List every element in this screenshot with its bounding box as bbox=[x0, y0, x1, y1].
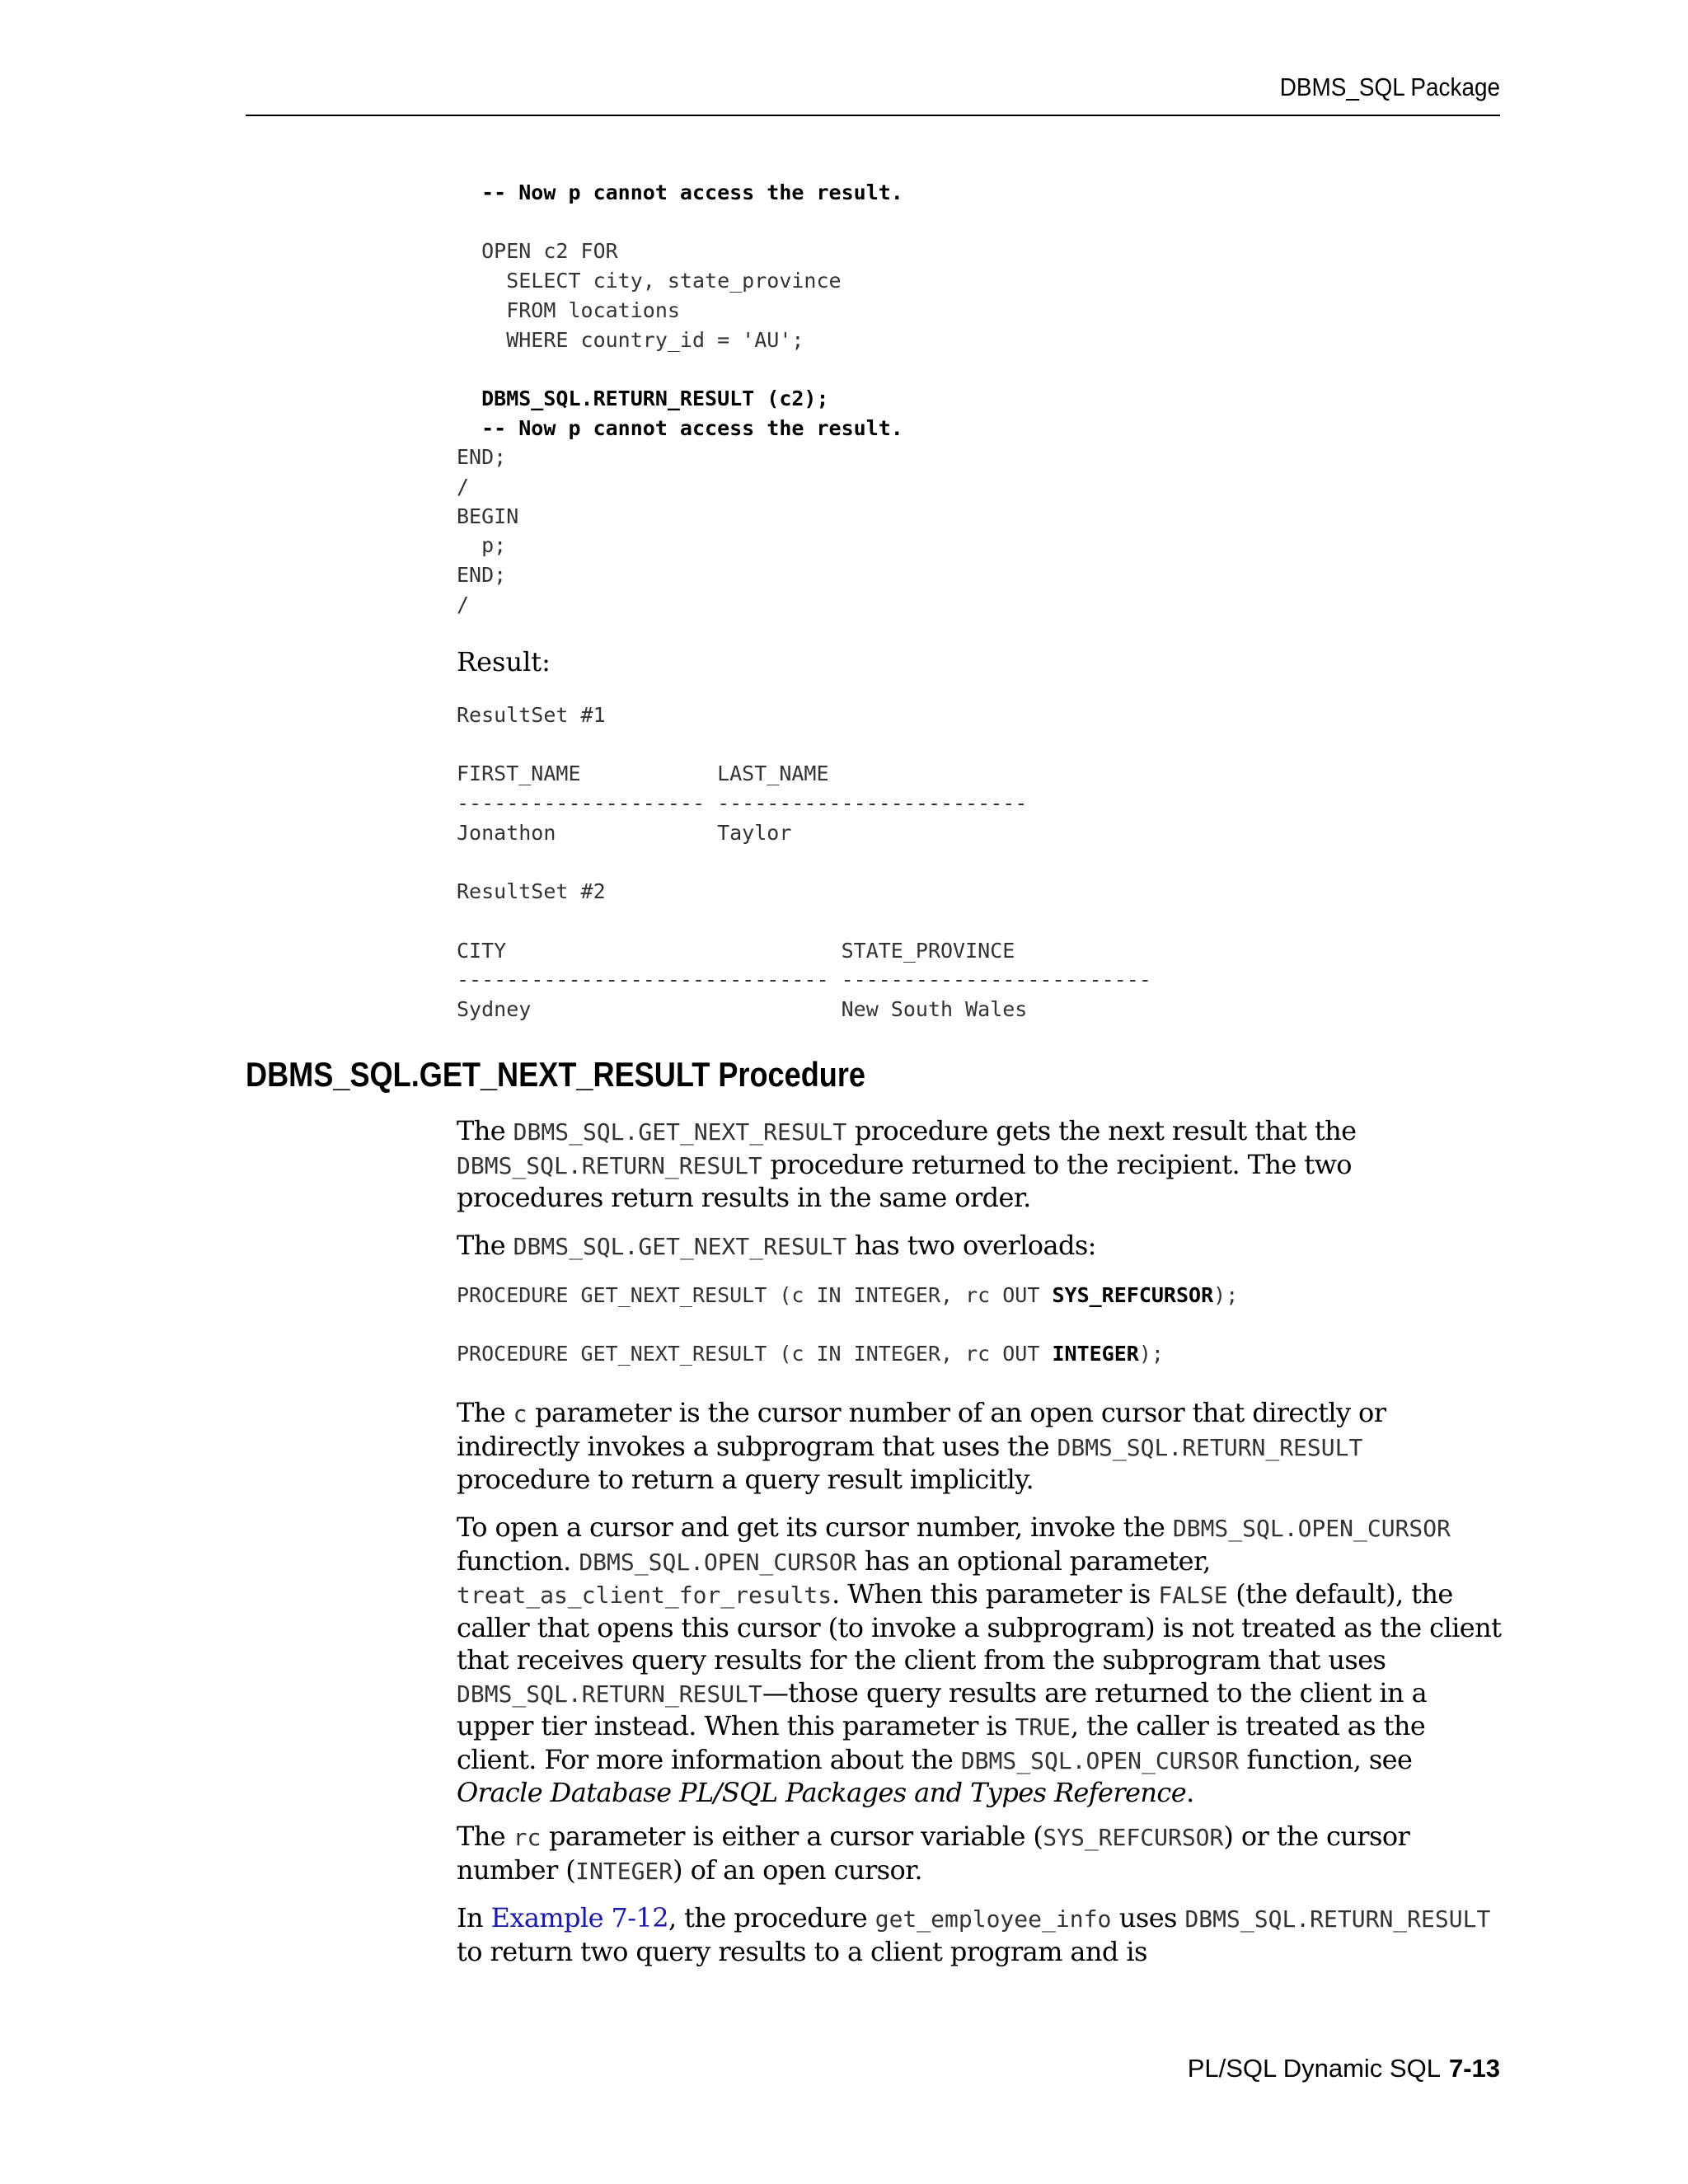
paragraph-c-parameter bbox=[457, 1397, 1503, 1497]
text: function. bbox=[457, 1544, 579, 1577]
code-text: ); bbox=[1138, 1342, 1164, 1366]
code-return-result-call: DBMS_SQL.RETURN_RESULT (c2); bbox=[457, 386, 829, 410]
page-number: 7-13 bbox=[1448, 2054, 1500, 2083]
text: function, see bbox=[1238, 1743, 1413, 1775]
text: ) of an open cursor. bbox=[673, 1854, 922, 1886]
code-text: PROCEDURE GET_NEXT_RESULT (c IN INTEGER, rc OUT bbox=[457, 1283, 1053, 1307]
inline-code: DBMS_SQL.GET_NEXT_RESULT bbox=[513, 1118, 847, 1146]
inline-code: DBMS_SQL.OPEN_CURSOR bbox=[1172, 1515, 1451, 1542]
inline-code: get_employee_info bbox=[874, 1905, 1112, 1933]
inline-code: DBMS_SQL.RETURN_RESULT bbox=[457, 1151, 762, 1179]
inline-code: DBMS_SQL.RETURN_RESULT bbox=[457, 1680, 762, 1708]
code-open-cursor: OPEN c2 FOR SELECT city, state_province FROM locations WHERE country_id = 'AU'; bbox=[481, 239, 842, 352]
text: The bbox=[457, 1115, 513, 1146]
text: The bbox=[457, 1230, 513, 1261]
footer-chapter: PL/SQL Dynamic SQL bbox=[1187, 2054, 1441, 2083]
example-link[interactable]: Example 7-12 bbox=[490, 1902, 668, 1933]
inline-code: DBMS_SQL.RETURN_RESULT bbox=[1184, 1905, 1491, 1933]
text: —those query results are returned to the client in a upper tier instead. When this parameter is bbox=[457, 1676, 1428, 1741]
text: The bbox=[457, 1821, 513, 1852]
text: procedure to return a query result implicitly. bbox=[457, 1464, 1034, 1495]
text: The bbox=[457, 1397, 513, 1428]
code-type: SYS_REFCURSOR bbox=[1052, 1283, 1214, 1307]
text: To open a cursor and get its cursor number, invoke the bbox=[457, 1511, 1173, 1543]
text: parameter is the cursor number of an open cursor that directly or indirectly invokes a subprogram that uses the bbox=[457, 1397, 1386, 1462]
inline-code: c bbox=[513, 1400, 528, 1427]
running-header: DBMS_SQL Package bbox=[1279, 73, 1500, 101]
paragraph-example bbox=[457, 1902, 1503, 1968]
code-comment: -- Now p cannot access the result. bbox=[457, 415, 903, 440]
paragraph-rc-parameter bbox=[457, 1821, 1503, 1887]
text: (the default), the caller that opens this cursor (to invoke a subprogram) is not treated as the client that receives query results for the client from the subprogram that uses bbox=[457, 1578, 1502, 1675]
inline-code: treat_as_client_for_results bbox=[457, 1582, 832, 1609]
inline-code: FALSE bbox=[1158, 1582, 1228, 1609]
text: In bbox=[457, 1902, 491, 1933]
code-comment: -- Now p cannot access the result. bbox=[457, 180, 903, 204]
page-footer bbox=[246, 2054, 1500, 2083]
text: has an optional parameter, bbox=[856, 1544, 1211, 1577]
code-block-continuation bbox=[457, 178, 903, 620]
text: uses bbox=[1111, 1902, 1185, 1933]
inline-code: TRUE bbox=[1015, 1713, 1071, 1741]
text: has two overloads: bbox=[846, 1230, 1096, 1261]
text: , the procedure bbox=[668, 1902, 875, 1933]
text: to return two query results to a client program and is bbox=[457, 1935, 1147, 1967]
inline-code: rc bbox=[513, 1824, 542, 1851]
book-title: Oracle Database PL/SQL Packages and Types Reference bbox=[457, 1777, 1187, 1808]
inline-code: DBMS_SQL.OPEN_CURSOR bbox=[960, 1746, 1239, 1774]
text: . bbox=[1186, 1777, 1194, 1808]
code-type: INTEGER bbox=[1052, 1342, 1139, 1366]
text: . When this parameter is bbox=[832, 1578, 1159, 1610]
inline-code: DBMS_SQL.OPEN_CURSOR bbox=[579, 1548, 857, 1576]
inline-code: SYS_REFCURSOR bbox=[1043, 1824, 1224, 1851]
code-tail: END; / BEGIN p; END; / bbox=[457, 445, 519, 616]
inline-code: DBMS_SQL.GET_NEXT_RESULT bbox=[513, 1233, 847, 1260]
result-output: ResultSet #1 FIRST_NAME LAST_NAME -------------------- ------------------------- Jonathon Taylor ResultSet #2 CITY STATE_PROVINCE ------------------------------ ------------------------- Sydney New South Wales bbox=[457, 703, 1151, 1022]
text: procedure gets the next result that the bbox=[846, 1115, 1357, 1146]
header-rule bbox=[246, 115, 1500, 116]
paragraph-overloads bbox=[457, 1230, 1503, 1263]
overload-signatures bbox=[457, 1281, 1238, 1369]
text: , the caller is treated as the client. For more information about the bbox=[457, 1710, 1426, 1775]
code-text: ); bbox=[1213, 1283, 1239, 1307]
paragraph-intro bbox=[457, 1115, 1503, 1215]
paragraph-open-cursor bbox=[457, 1511, 1503, 1810]
text: procedure returned to the recipient. The two procedures return results in the same order. bbox=[457, 1148, 1352, 1213]
result-label: Result: bbox=[457, 646, 551, 677]
section-heading: DBMS_SQL.GET_NEXT_RESULT Procedure bbox=[246, 1055, 865, 1094]
text: parameter is either a cursor variable ( bbox=[541, 1821, 1043, 1852]
code-text: PROCEDURE GET_NEXT_RESULT (c IN INTEGER, rc OUT bbox=[457, 1342, 1053, 1366]
inline-code: DBMS_SQL.RETURN_RESULT bbox=[1057, 1433, 1363, 1461]
text: ) or the cursor number ( bbox=[457, 1821, 1410, 1886]
inline-code: INTEGER bbox=[575, 1857, 673, 1885]
